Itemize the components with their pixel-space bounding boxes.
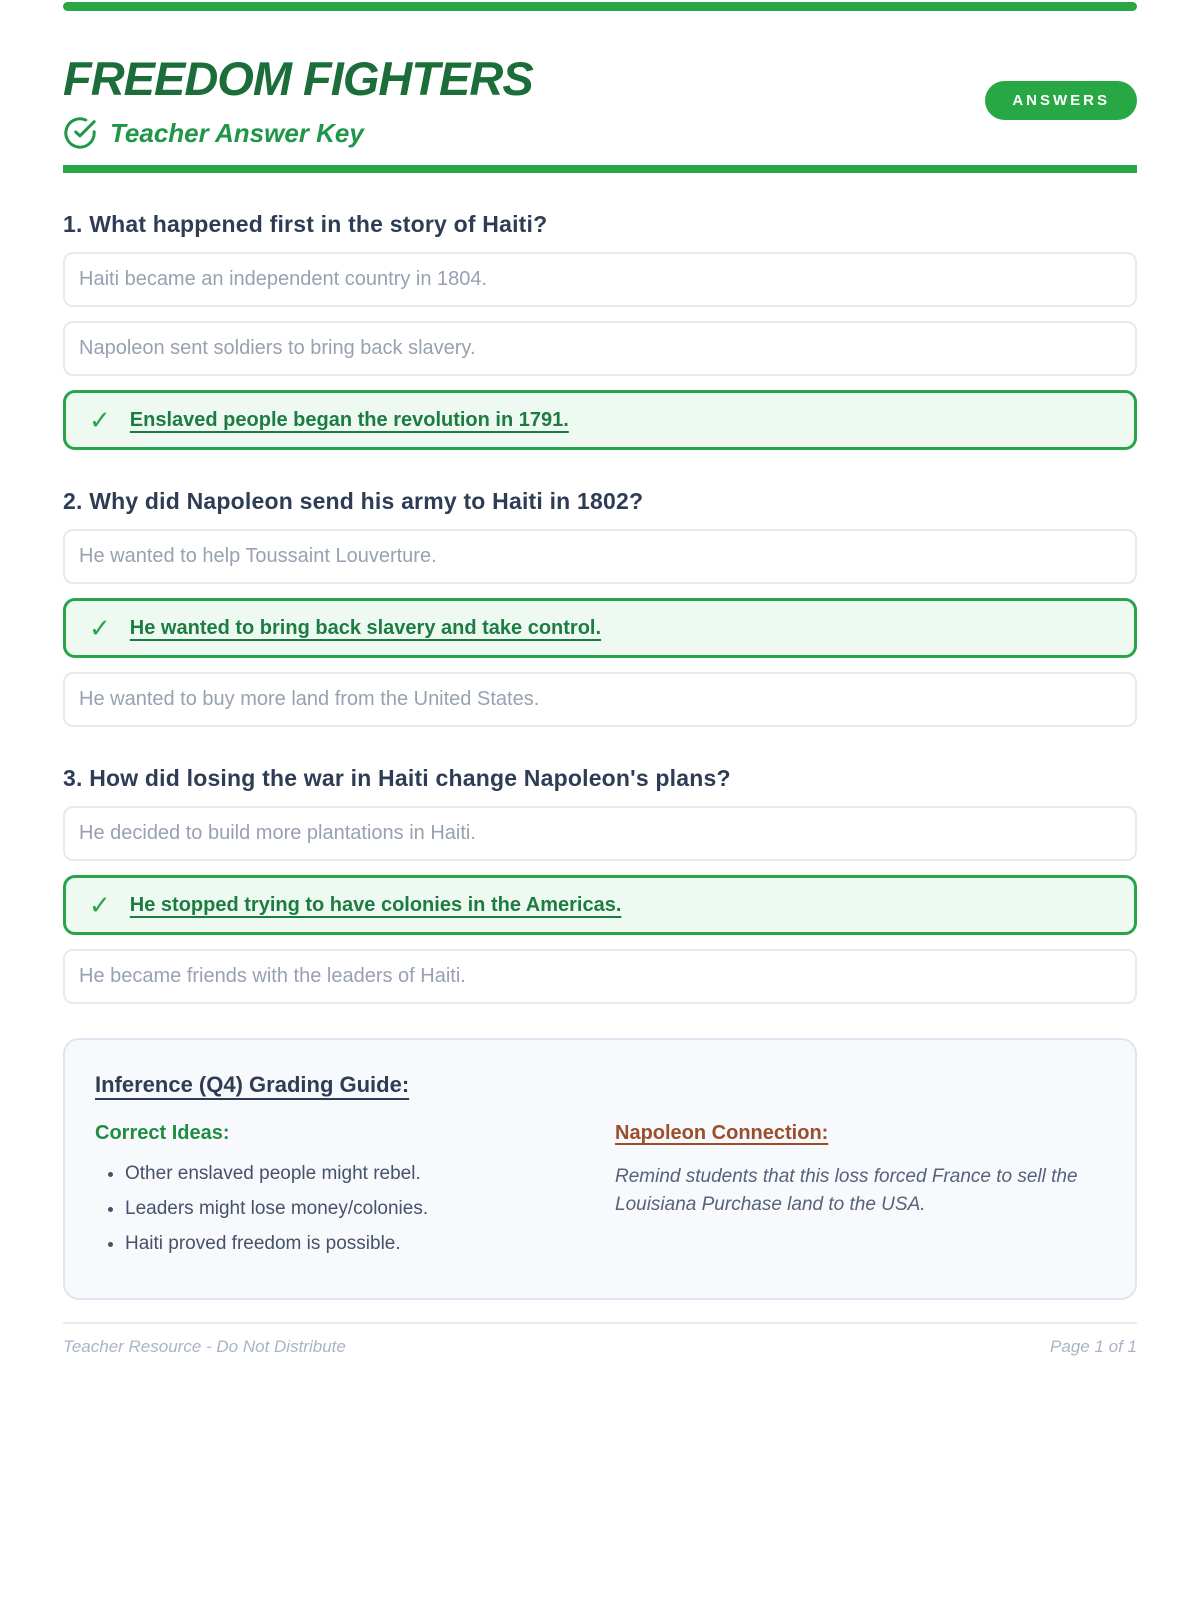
correct-ideas-list <box>95 1163 585 1255</box>
top-accent-bar <box>63 2 1137 11</box>
question-heading <box>63 211 1137 238</box>
list-item: • Leaders might lose money/colonies. <box>125 1198 585 1220</box>
question-2 <box>63 488 1137 727</box>
question-1 <box>63 211 1137 450</box>
page-title: FREEDOM FIGHTERS <box>63 52 533 105</box>
option-label: He wanted to buy more land from the United States. <box>79 688 540 710</box>
answer-option[interactable] <box>63 529 1137 584</box>
answer-key-page <box>63 2 1137 1357</box>
check-icon: ✓ <box>89 405 111 435</box>
question-heading <box>63 765 1137 792</box>
option-label: He became friends with the leaders of Haiti. <box>79 965 466 987</box>
correct-ideas-column <box>95 1122 585 1268</box>
check-circle-icon <box>63 116 97 150</box>
grading-guide-panel <box>63 1038 1137 1300</box>
header-divider <box>63 165 1137 173</box>
question-text: What happened first in the story of Haiti? <box>89 211 548 237</box>
option-label: He decided to build more plantations in Haiti. <box>79 822 476 844</box>
question-text: How did losing the war in Haiti change Napoleon's plans? <box>89 765 731 791</box>
question-heading <box>63 488 1137 515</box>
option-label: Napoleon sent soldiers to bring back slavery. <box>79 337 476 359</box>
grading-guide-title: Inference (Q4) Grading Guide: <box>95 1072 410 1097</box>
answers-badge[interactable]: ANSWERS <box>985 81 1137 120</box>
answer-option-correct[interactable] <box>63 875 1137 935</box>
correct-ideas-heading: Correct Ideas: <box>95 1122 230 1144</box>
napoleon-connection-heading: Napoleon Connection: <box>615 1122 829 1144</box>
answer-option[interactable] <box>63 949 1137 1004</box>
napoleon-connection-note: Remind students that this loss forced France to sell the Louisiana Purchase land to the USA. <box>615 1166 1078 1215</box>
subtitle: Teacher Answer Key <box>110 117 364 148</box>
grading-guide-columns <box>95 1122 1105 1268</box>
question-number: 2. <box>63 488 83 514</box>
napoleon-connection-column <box>615 1122 1105 1268</box>
question-text: Why did Napoleon send his army to Haiti in 1802? <box>89 488 644 514</box>
option-label: He wanted to help Toussaint Louverture. <box>79 545 437 567</box>
list-item: • Haiti proved freedom is possible. <box>125 1233 585 1255</box>
answer-option[interactable] <box>63 321 1137 376</box>
option-label: Haiti became an independent country in 1804. <box>79 268 488 290</box>
answer-option-correct[interactable] <box>63 390 1137 450</box>
check-icon: ✓ <box>89 890 111 920</box>
page-footer <box>63 1322 1137 1357</box>
header <box>63 52 1137 173</box>
answer-option-correct[interactable] <box>63 598 1137 658</box>
footer-page-number: Page 1 of 1 <box>1050 1337 1137 1356</box>
option-label: Enslaved people began the revolution in 1791. <box>129 408 569 431</box>
option-label: He stopped trying to have colonies in the Americas. <box>129 893 622 916</box>
question-3 <box>63 765 1137 1004</box>
answer-option[interactable] <box>63 672 1137 727</box>
subtitle-row <box>63 116 1137 150</box>
answer-option[interactable] <box>63 806 1137 861</box>
option-label: He wanted to bring back slavery and take control. <box>129 616 602 639</box>
question-number: 3. <box>63 765 83 791</box>
list-item: • Other enslaved people might rebel. <box>125 1163 585 1185</box>
question-number: 1. <box>63 211 83 237</box>
check-icon: ✓ <box>89 613 111 643</box>
footer-resource-note: Teacher Resource - Do Not Distribute <box>63 1337 346 1356</box>
answer-option[interactable] <box>63 252 1137 307</box>
